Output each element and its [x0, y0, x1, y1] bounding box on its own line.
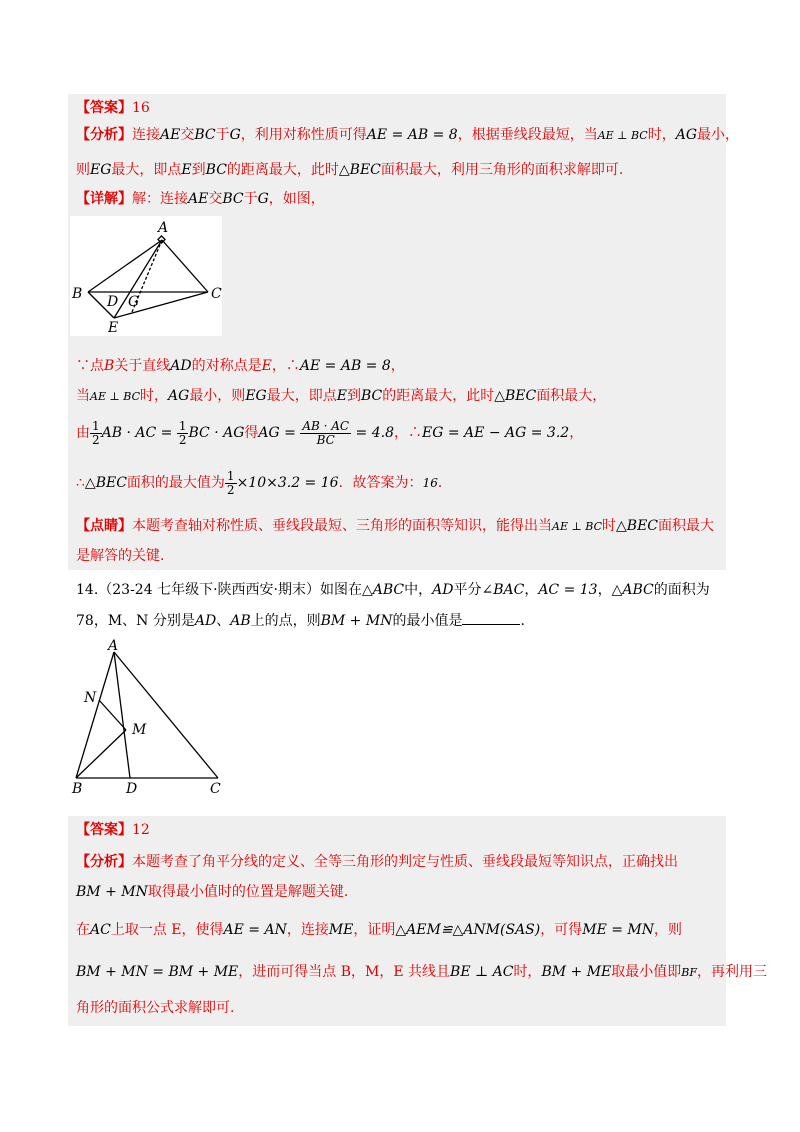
- q14-figure-svg: [68, 636, 238, 796]
- q14-analysis-line4: BM + MN = BM + ME，进而可得当点 B，M，E 共线且BE ⊥ AC时，BM + ME取最小值即BF，再利用三: [76, 964, 767, 980]
- q14-question-line1: 14.（23-24 七年级下·陕西西安·期末）如图在△ABC中，AD平分∠BAC，AC = 13，△ABC的面积为: [76, 582, 710, 598]
- label-A: A: [108, 638, 119, 654]
- q14-analysis-line5: 角形的面积公式求解即可.: [76, 1000, 235, 1016]
- label-N: N: [84, 690, 97, 706]
- q14-question-line2: 78，M、N 分别是AD、AB上的点，则BM + MN的最小值是 .: [76, 610, 525, 631]
- q13-detail-line1: 【详解】解：连接AE交BC于G，如图，: [76, 191, 325, 207]
- answer-blank[interactable]: [462, 610, 520, 625]
- q13-comment-line1: 【点睛】本题考查轴对称性质、垂线段最短、三角形的面积等知识，能得出当AE ⊥ BC时△BEC面积最大: [76, 518, 715, 534]
- q13-analysis-line1: 【分析】连接AE交BC于G，利用对称性质可得AE = AB = 8，根据垂线段最短，当AE ⊥ BC时，AG最小，: [76, 127, 740, 143]
- q14-answer: 【答案】12: [76, 822, 150, 838]
- analysis-tag: 【分析】: [76, 854, 132, 870]
- q14-figure: [68, 636, 238, 796]
- label-G: G: [128, 294, 140, 310]
- q13-answer: 【答案】16: [76, 100, 150, 116]
- q14-analysis-line1: 【分析】本题考查了角平分线的定义、全等三角形的判定与性质、垂线段最短等知识点，正确找出: [76, 854, 678, 870]
- q13-comment-line2: 是解答的关键.: [76, 548, 165, 564]
- label-C: C: [210, 781, 221, 796]
- analysis-tag: 【分析】: [76, 127, 132, 143]
- q13-max-line: ∴△BEC面积的最大值为 $\frac{1}{2}$ ×10×3.2 = 16．故答案为：16．: [76, 468, 452, 497]
- q14-analysis-line2: BM + MN取得最小值时的位置是解题关键.: [76, 884, 349, 900]
- label-E: E: [108, 320, 119, 336]
- label-D: D: [126, 781, 138, 796]
- label-C: C: [211, 286, 222, 302]
- label-M: M: [132, 722, 147, 738]
- q13-when-line: 当AE ⊥ BC时，AG最小，则EG最大，即点E到BC的距离最大，此时△BEC面积最大，: [76, 388, 607, 404]
- q13-analysis-line2: 则EG最大，即点E到BC的距离最大，此时△BEC面积最大，利用三角形的面积求解即可.: [76, 162, 624, 178]
- detail-tag: 【详解】: [76, 191, 132, 207]
- label-B: B: [72, 781, 83, 796]
- answer-tag: 【答案】: [76, 100, 132, 116]
- label-A: A: [158, 220, 169, 236]
- label-D: D: [107, 294, 119, 310]
- q13-symmetry-line: ∵点B关于直线AD的对称点是E，∴AE = AB = 8，: [76, 358, 405, 374]
- answer-tag: 【答案】: [76, 822, 132, 838]
- label-B: B: [72, 286, 83, 302]
- q13-from-line: 由 $\frac{1}{2}$ AB · AC = $\frac{1}{2}$ BC · AG得AG = $\frac{AB \cdot AC}{BC}$ = 4.8，∴EG = AE − AG = 3.2，: [76, 418, 584, 447]
- comment-tag: 【点睛】: [76, 518, 132, 534]
- q13-figure-svg: [70, 216, 222, 336]
- q14-analysis-line3: 在AC上取一点 E，使得AE = AN，连接ME，证明△AEM≌△ANM(SAS)，可得ME = MN，则: [76, 922, 683, 938]
- q13-figure: [70, 216, 222, 336]
